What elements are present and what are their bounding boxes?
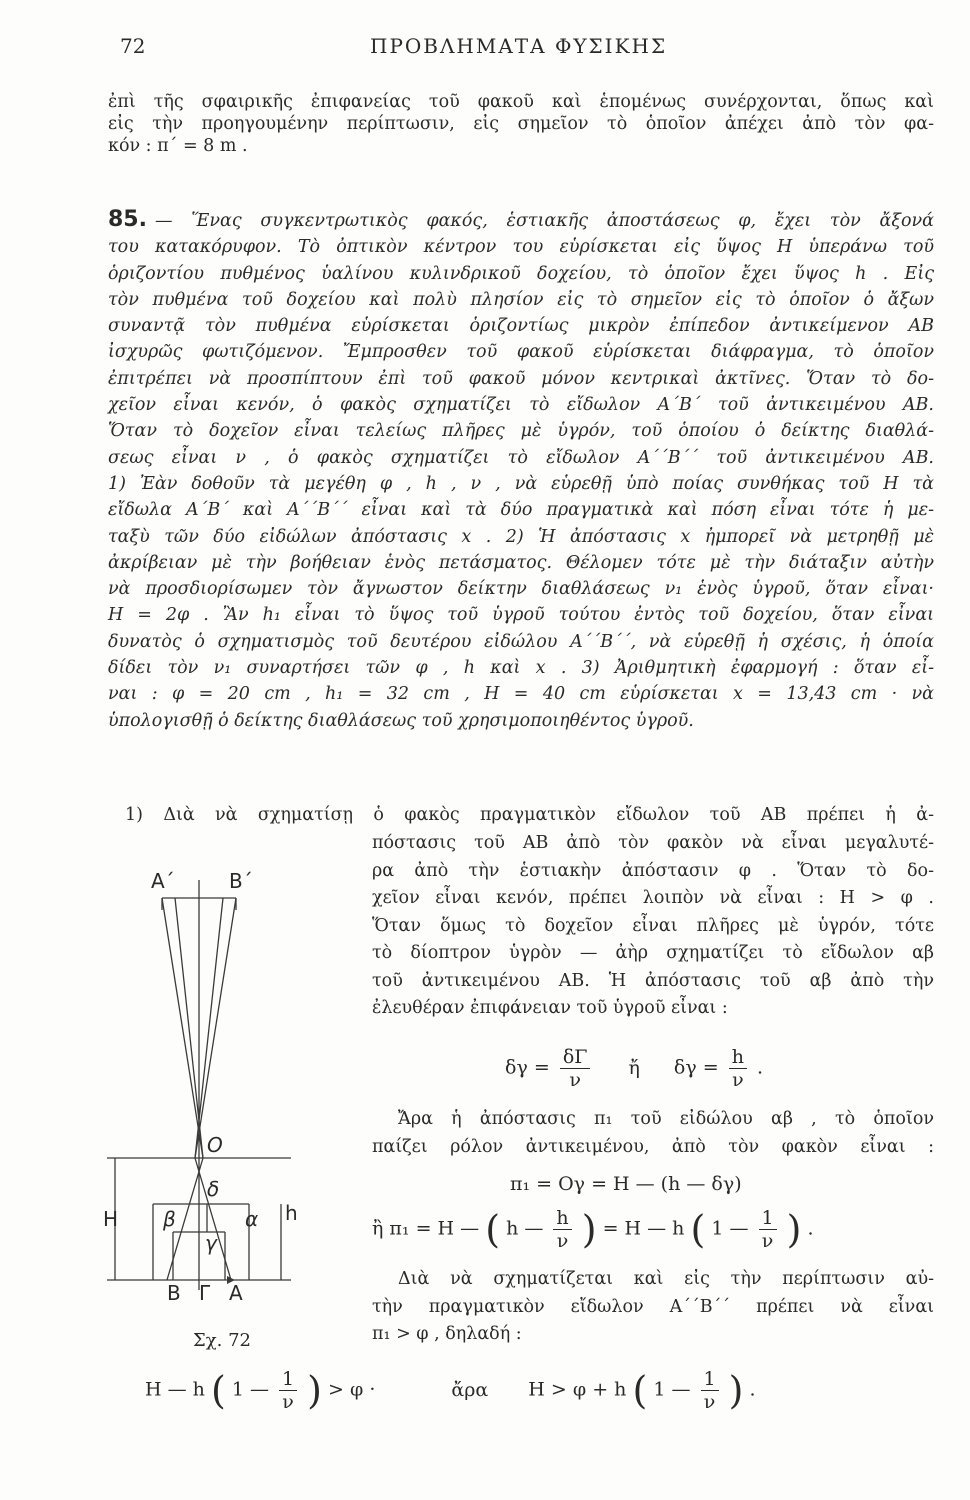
- solution-line: τὴν πραγματικὸν εἴδωλον Α΄΄Β΄΄ πρέπει νὰ εἶναι: [372, 1296, 934, 1317]
- denominator: ν: [703, 1391, 716, 1413]
- page-number: 72: [120, 34, 146, 58]
- solution-line: Ὅταν ὅμως τὸ δοχεῖον εἶναι πλῆρες μὲ ὑγρόν, τότε: [372, 915, 934, 936]
- label-gamma: γ: [205, 1231, 217, 1255]
- fraction: [553, 1207, 571, 1252]
- eq-text: .: [749, 1378, 756, 1401]
- label-H: H: [103, 1207, 119, 1231]
- equation-3: [372, 1207, 814, 1252]
- eq-text: δγ =: [673, 1056, 719, 1079]
- problem-line: Η = 2φ . Ἂν h₁ εἶναι τὸ ὕψος τοῦ ὑγροῦ τούτου ἐντὸς τοῦ δοχείου, ὅταν εἶναι: [108, 605, 934, 626]
- equation-1: [505, 1046, 763, 1091]
- fraction: [701, 1368, 719, 1413]
- solution-line: τοῦ ἀντικειμένου ΑΒ. Ἡ ἀπόστασις τοῦ αβ ἀπὸ τὴν: [372, 970, 934, 991]
- equation-2: π₁ = Oγ = Η — (h — δγ): [510, 1173, 742, 1195]
- ray: [195, 898, 236, 1158]
- eq-text: .: [757, 1056, 764, 1079]
- eq-text: = Η — h: [602, 1217, 685, 1240]
- problem-line: 1) Ἐὰν δοθοῦν τὰ μεγέθη φ , h , ν , νὰ εὑρεθῇ ὑπὸ ποίας συνθήκας τοῦ Η τὰ: [108, 473, 934, 494]
- label-beta: β: [163, 1207, 176, 1231]
- eq-text: 1 —: [653, 1378, 691, 1401]
- paren: (: [632, 1368, 648, 1413]
- problem-line: ἀκρίβειαν μὲ τὴν βοήθειαν ἑνὸς πετάσματος. Θέλομεν τότε μὲ τὴν διάταξιν αὐτὴν: [108, 552, 934, 573]
- problem-line: δίδει τὸν ν₁ συναρτήσει τῶν φ , h καὶ x . 3) Ἀριθμητικὴ ἐφαρμογή : ὅταν εἶ-: [108, 658, 934, 679]
- solution-line: παίζει ρόλον ἀντικειμένου, ἀπὸ τὸν φακὸν εἶναι :: [372, 1136, 934, 1157]
- paren: (: [210, 1368, 226, 1413]
- label-b-prime: B΄: [229, 869, 253, 893]
- denominator: ν: [732, 1069, 744, 1091]
- solution-column-3: [372, 1266, 934, 1349]
- label-Gamma: Γ: [199, 1281, 211, 1305]
- fraction: [560, 1046, 591, 1091]
- eq-text: 1 —: [231, 1378, 269, 1401]
- continuation-line: κόν : π΄ = 8 m .: [108, 136, 248, 156]
- problem-line: εἴδωλα Α΄Β΄ καὶ Α΄΄Β΄΄ εἶναι καὶ τὰ δύο πραγματικὰ καὶ πόση εἶναι τότε ἡ με-: [108, 500, 934, 521]
- label-o: O: [207, 1133, 223, 1157]
- problem-line: ταξὺ τῶν δύο εἰδώλων ἀπόστασις x . 2) Ἡ ἀπόστασις x ἠμπορεῖ νὰ μετρηθῇ μὲ: [108, 526, 934, 547]
- fraction: [279, 1368, 297, 1413]
- numerator: h: [553, 1207, 571, 1230]
- numerator: 1: [701, 1368, 719, 1391]
- fraction: [759, 1207, 777, 1252]
- denominator: ν: [556, 1230, 569, 1252]
- label-A: A: [229, 1281, 243, 1305]
- problem-line: ὑπολογισθῇ ὁ δείκτης διαθλάσεως τοῦ χρησιμοποιηθέντος ὑγροῦ.: [108, 710, 694, 731]
- paren: ): [728, 1368, 744, 1413]
- label-h: h: [285, 1201, 298, 1225]
- denominator: ν: [282, 1391, 294, 1413]
- solution-line: ρα ἀπὸ τὴν ἑστιακὴν ἀπόστασιν φ . Ὅταν τὸ δο-: [372, 860, 934, 881]
- eq-text: Η — h: [145, 1378, 205, 1401]
- paren: ): [307, 1368, 322, 1413]
- numerator: 1: [279, 1368, 297, 1391]
- continuation-line: ἐπὶ τῆς σφαιρικῆς ἐπιφανείας τοῦ φακοῦ καὶ ἑπομένως συνέρχονται, ὅπως καὶ: [108, 92, 934, 112]
- problem-line: δυνατὸς ὁ σχηματισμὸς τοῦ δευτέρου εἰδώλου Α΄΄Β΄΄, νὰ εὑρεθῇ ἡ σχέσις, ἡ ὁποία: [108, 631, 934, 652]
- eq-text: ἢ π₁ = Η —: [372, 1217, 480, 1240]
- eq-text: h —: [506, 1217, 544, 1240]
- problem-line: σεως εἶναι ν , ὁ φακὸς σχηματίζει τὸ εἴδωλον Α΄΄Β΄΄ τοῦ ἀντικειμένου ΑΒ.: [108, 447, 934, 468]
- denominator: ν: [761, 1230, 774, 1252]
- label-delta: δ: [207, 1177, 220, 1201]
- problem-85: [108, 207, 934, 734]
- label-B: B: [167, 1281, 181, 1305]
- problem-line: του κατακόρυφον. Τὸ ὀπτικὸν κέντρον του εὑρίσκεται εἰς ὕψος Η ὑπεράνω τοῦ: [108, 237, 934, 258]
- problem-line: ἐπιτρέπει νὰ προσπίπτουν ἐπὶ τοῦ φακοῦ μόνον κεντρικαὶ ἀκτῖνες. Ὅταν τὸ δο-: [108, 368, 934, 389]
- label-alpha: α: [245, 1207, 259, 1231]
- solution-line: πόστασις τοῦ ΑΒ ἀπὸ τὸν φακὸν νὰ εἶναι μεγαλυτέ-: [372, 833, 934, 853]
- continuation-paragraph: [108, 91, 934, 157]
- solution-first-line: [125, 802, 934, 830]
- problem-number: 85.: [108, 207, 147, 232]
- denominator: ν: [569, 1069, 581, 1091]
- problem-line: ἰσχυρῶς φωτιζόμενον. Ἔμπροσθεν τοῦ φακοῦ εὑρίσκεται διάφραγμα, τὸ ὁποῖον: [108, 342, 934, 363]
- eq-text: ἤ: [628, 1056, 640, 1079]
- figure-caption: Σχ. 72: [193, 1330, 251, 1351]
- problem-line: χεῖον εἶναι κενόν, ὁ φακὸς σχηματίζει τὸ εἴδωλον Α΄Β΄ τοῦ ἀντικειμένου ΑΒ.: [108, 395, 934, 416]
- solution-line: π₁ > φ , δηλαδή :: [372, 1324, 522, 1344]
- problem-line: συναντᾷ τὸν πυθμένα εὑρίσκεται ὁριζοντίως μικρὸν ἐπίπεδον ἀντικείμενον ΑΒ: [108, 316, 934, 337]
- ray: [162, 898, 203, 1158]
- problem-line: — Ἕνας συγκεντρωτικὸς φακός, ἑστιακῆς ἀποστάσεως φ, ἔχει τὸν ἄξονά: [154, 211, 934, 231]
- solution-column: [372, 830, 934, 1023]
- eq-text: Η > φ + h: [528, 1378, 627, 1401]
- paren: (: [485, 1207, 501, 1252]
- solution-line: Διὰ νὰ σχηματίζεται καὶ εἰς τὴν περίπτωσιν αὐ-: [398, 1269, 934, 1289]
- solution-line: τὸ δίοπτρον ὑγρὸν — ἀὴρ σχηματίζει τὸ εἴδωλον αβ: [372, 943, 934, 963]
- eq-text: ἄρα: [451, 1378, 489, 1401]
- numerator: 1: [759, 1207, 777, 1230]
- eq-text: 1 —: [711, 1217, 749, 1240]
- solution-line: Ἄρα ἡ ἀπόστασις π₁ τοῦ εἰδώλου αβ , τὸ ὁποῖον: [398, 1109, 934, 1129]
- numerator: h: [729, 1046, 747, 1069]
- solution-line: 1) Διὰ νὰ σχηματίσῃ ὁ φακὸς πραγματικὸν εἴδωλον τοῦ ΑΒ πρέπει ἡ ἀ-: [125, 805, 934, 825]
- solution-line: χεῖον εἶναι κενόν, πρέπει λοιπὸν νὰ εἶναι : Η > φ .: [372, 888, 934, 908]
- eq-text: .: [807, 1217, 814, 1240]
- eq-text: > φ ·: [328, 1378, 376, 1401]
- equation-4: [145, 1368, 756, 1413]
- continuation-line: εἰς τὴν προηγουμένην περίπτωσιν, εἰς σημεῖον τὸ ὁποῖον ἀπέχει ἀπὸ τὸν φα-: [108, 114, 934, 134]
- problem-line: ναι : φ = 20 cm , h₁ = 32 cm , Η = 40 cm εὑρίσκεται x = 13,43 cm · νὰ: [108, 684, 934, 705]
- solution-column-2: [372, 1106, 934, 1161]
- paren: ): [786, 1207, 802, 1252]
- paren: ): [581, 1207, 597, 1252]
- eq-text: δγ =: [505, 1056, 550, 1079]
- paren: (: [690, 1207, 706, 1252]
- fraction: [729, 1046, 747, 1091]
- numerator: δΓ: [560, 1046, 591, 1069]
- label-a-prime: A΄: [151, 869, 175, 893]
- problem-line: νὰ προσδιορίσωμεν τὸν ἄγνωστον δείκτην διαθλάσεως ν₁ ἑνὸς ὑγροῦ, ὅταν εἶναι·: [108, 579, 934, 600]
- problem-line: ὁριζοντίου πυθμένος ὑαλίνου κυλινδρικοῦ δοχείου, τὸ ὁποῖον ἔχει ὕψος h . Εἰς: [108, 263, 934, 284]
- problem-line: Ὅταν τὸ δοχεῖον εἶναι τελείως πλῆρες μὲ ὑγρόν, τοῦ ὁποίου ὁ δείκτης διαθλά-: [108, 421, 934, 442]
- running-title: ΠΡΟΒΛΗΜΑΤΑ ΦΥΣΙΚΗΣ: [370, 34, 668, 58]
- solution-line: ἐλευθέραν ἐπιφάνειαν τοῦ ὑγροῦ εἶναι :: [372, 998, 728, 1018]
- figure-72: [95, 850, 315, 1310]
- problem-line: τὸν πυθμένα τοῦ δοχείου καὶ πολὺ πλησίον εἰς τὸ σημεῖον εἰς τὸ ὁποῖον ὁ ἄξων: [108, 289, 934, 310]
